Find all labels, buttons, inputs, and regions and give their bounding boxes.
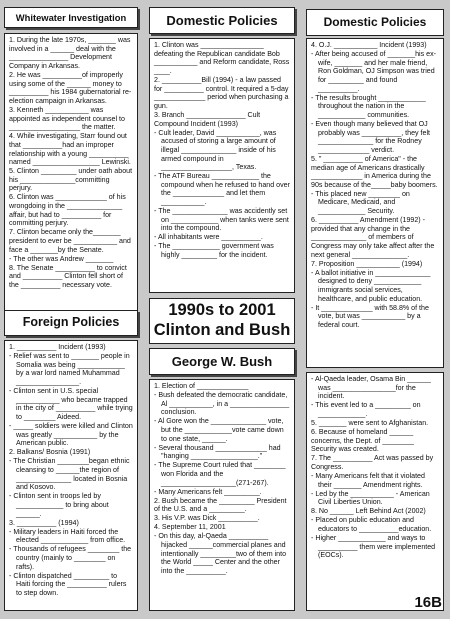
list-item: 3. His V.P. was Dick __________. xyxy=(154,514,260,523)
list-item: - After being accused of _______his ex-wife, _______ and her male friend, Ron Goldman, OJ Simpson was tried for _________ and found __________. xyxy=(311,50,437,93)
list-item: - The Supreme Court ruled that ________ won Florida and the ___________________(271-267). xyxy=(154,461,286,487)
right-bottom-list xyxy=(307,373,443,562)
list-item: 6. Because of homeland ______ concerns, the Dept. of ________ Security was created. xyxy=(311,428,414,454)
domestic-middle-box xyxy=(149,38,295,293)
list-item: - Al Gore won the ______________ vote, but the ____________vote came down to one state, ______. xyxy=(154,417,284,443)
list-item: - Led by the ___________ - American Civil Liberties Union. xyxy=(311,489,430,507)
list-item: - Al-Qaeda leader, Osama Bin ______ was ________________for the incident. xyxy=(311,375,431,401)
bush-title: George W. Bush xyxy=(149,348,295,375)
list-item: 8. No ______ Left Behind Act (2002) xyxy=(311,507,426,516)
list-item: 8. The Senate __________ to convict and __________ Clinton fell short of the __________ necessary vote. xyxy=(9,263,127,290)
whitewater-box xyxy=(4,33,138,332)
list-item: 1. During the late 1970s, _______ was involved in a ______ deal with the _______________ Development Company in Arkansas. xyxy=(9,36,131,70)
list-item: 3. Kenneth ___________ was appointed as independent counsel to __________________ the matter. xyxy=(9,105,125,132)
list-item: - It _____________ with 58.8% of the vote, but was ___________ by a federal court. xyxy=(311,303,429,330)
list-item: 6. Clinton was _____________ of his wrongdoing in the ______________ affair, but had to __________ for committing perjury. xyxy=(9,193,126,228)
list-item: - A ballot initiative in ______________ designed to deny ____________ immigrants social services, healthcare, and public education. xyxy=(311,268,431,303)
list-item: 1. Clinton was ________________ defeating the Republican candidate Bob ___________ and Reform candidate, Ross ____. xyxy=(154,41,290,75)
list-item: - Higher ____________ and ways to __________ them were implemented (EOCs). xyxy=(311,534,436,560)
list-item: - On this day, al-Qaeda __________ hijacked ______commercial planes and intentionally _________two of them into the World _____ Center and the other into the __________. xyxy=(154,532,287,575)
list-item: - Many Americans felt _________. xyxy=(154,487,262,496)
list-item: - The ____________ government was highly _________ for the incident. xyxy=(154,242,274,260)
domestic-title-right: Domestic Policies xyxy=(306,9,444,36)
center-title: 1990s to 2001 Clinton and Bush xyxy=(149,298,295,344)
list-item: - The ATF Bureau ____________ the compound when he refused to hand over the _____________ and let them ___________. xyxy=(154,172,290,207)
foreign-box xyxy=(4,340,138,611)
list-item: 2. He was __________of improperly using some of the ______ money to __________ his 1984 gubernatorial re-election campaign in Arkansas. xyxy=(9,70,132,105)
list-item: - The other was Andrew _______ xyxy=(9,254,114,263)
page-number: 16B xyxy=(414,593,442,611)
whitewater-title: Whitewater Investigation xyxy=(4,7,138,28)
list-item: 2. Bush became the _________ President of the U.S. and a _________. xyxy=(154,496,287,514)
list-item: 2. __________Bill (1994) - a law passed for __________ control. It required a 5-day _____________ period when purchasing a gun. xyxy=(154,75,289,110)
foreign-list xyxy=(5,341,137,600)
foreign-title: Foreign Policies xyxy=(4,310,138,336)
list-item: 5. " __________ of America" - the median age of Americans drastically _____________ in America during the 90s because of the_____baby boomers. xyxy=(311,154,438,189)
list-item: 4. While investigating, Starr found out that __________had an improper relationship with a young __________ named _________________ Lewinski. xyxy=(9,132,131,167)
list-item: - The ______________ was accidently set on ____________ when tanks were sent into the compound. xyxy=(154,207,289,233)
domestic-right-box xyxy=(306,38,444,368)
list-item: - Relief was sent to _______ people in Somalia was being ____________ by a war lord named Muhammad ________________. xyxy=(9,352,130,386)
list-item: 7. Clinton became only the_______ president to ever be ___________ and face a _______by the Senate. xyxy=(9,228,131,254)
domestic-right-list xyxy=(307,39,443,332)
list-item: - Placed on public education and educators to __________education. xyxy=(311,516,432,534)
list-item: 1. __________ Incident (1993) xyxy=(9,343,106,351)
list-item: 3. Branch _______________ Cult Compound Incident (1993) xyxy=(154,110,261,128)
list-item: - The Christian ________began ethnic cleansing to ______the region of ______________ located in Bosnia and Kosovo. xyxy=(9,457,130,492)
list-item: 7. The __________ Act was passed by Congress. xyxy=(311,454,434,471)
list-item: 4. O.J. ___________ Incident (1993) xyxy=(311,41,427,49)
list-item: - Clinton sent in U.S. special ___________ who became trapped in the city of __________ while trying to ________ Aideed. xyxy=(9,386,133,421)
list-item: 3. __________ (1994) xyxy=(9,518,79,527)
list-item: 1. Election of _____________ xyxy=(154,382,249,390)
list-item: - Cult leader, David ___________, was accused of storing a large amount of illegal ______________ inside of his armed compound in __________________, Texas. xyxy=(154,128,277,172)
list-item: - Thousands of refugees ________ the country (mainly to ________ on rafts). xyxy=(9,545,132,571)
list-item: 4. September 11, 2001 xyxy=(154,523,226,532)
bush-list xyxy=(150,380,294,578)
list-item: - This event led to a _________ on ____________. xyxy=(311,401,421,418)
domestic-middle-list xyxy=(150,39,294,262)
list-item: 5. _______ were sent to Afghanistan. xyxy=(311,418,429,427)
bush-box xyxy=(149,379,295,611)
list-item: - Clinton sent in troops led by ____________ to bring about ______. xyxy=(9,492,109,518)
list-item: - Bush defeated the democratic candidate, Al ___________, in a _______________ conclusion. xyxy=(154,391,290,417)
list-item: - Several thousand _____________ had "hanging _________________." xyxy=(154,443,281,461)
whitewater-list xyxy=(5,34,137,292)
list-item: 7. Proposition ___________ (1994) xyxy=(311,259,423,268)
list-item: - Clinton dispatched _________ to Haiti forcing the __________ rulers to step down. xyxy=(9,571,127,597)
list-item: - The results brought ____________ throughout the nation in the ____________ communities. xyxy=(311,93,426,119)
list-item: - _____ soldiers were killed and Clinton was greatly ___________ by the American public. xyxy=(9,421,133,448)
list-item: 5. Clinton _________ under oath about his ______________committing perjury. xyxy=(9,167,133,193)
domestic-title-large: Domestic Policies xyxy=(149,7,295,34)
list-item: - Many Americans felt that it violated their _______ Amendment rights. xyxy=(311,472,425,489)
list-item: 2. Balkans/ Bosnia (1991) xyxy=(9,448,91,457)
list-item: 6. __________ Amendment (1992) - provided that any change in the ______________ of members of Congress may only take affect after the next general ______________. xyxy=(311,216,435,259)
list-item: - Military leaders in Haiti forced the elected ____________ from office. xyxy=(9,527,126,545)
right-bottom-box xyxy=(306,372,444,611)
list-item: - This placed new ________ on Medicare, Medicaid, and ____________ Security. xyxy=(311,189,410,216)
list-item: - All inhabitants were __________. xyxy=(154,233,263,242)
list-item: - Even though many believed that OJ probably was __________, they felt ______________ for the Rodney _____________ verdict. xyxy=(311,119,431,154)
